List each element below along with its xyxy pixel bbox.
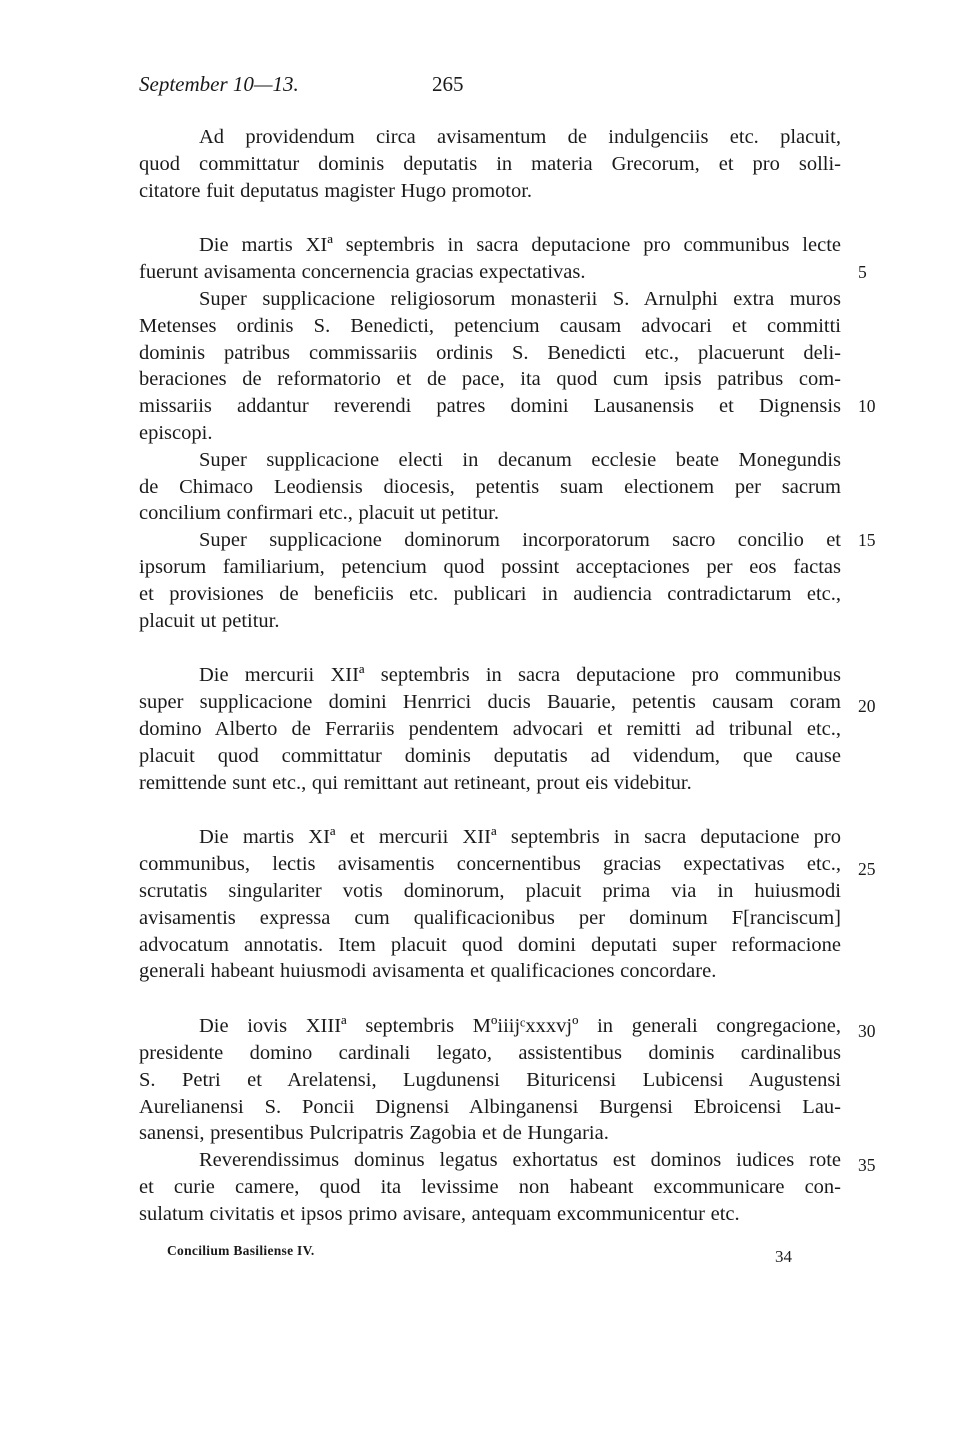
series-title: Concilium Basiliense IV. xyxy=(167,1243,315,1258)
body-text xyxy=(139,124,841,1227)
text-line: quod committatur dominis deputatis in materia Grecorum, et pro solli- xyxy=(139,152,841,175)
paragraph xyxy=(139,286,841,447)
paragraph xyxy=(139,1013,841,1147)
paragraph xyxy=(139,662,841,796)
text-line: episcopi. xyxy=(139,421,213,444)
page-footer xyxy=(167,1243,807,1267)
text-line: Aurelianensi S. Poncii Dignensi Albinganensi Burgensi Ebroicensi Lau- xyxy=(139,1095,841,1118)
text-line: generali habeant huiusmodi avisamenta et qualificaciones concordare. xyxy=(139,960,717,983)
paragraph xyxy=(139,527,841,634)
text-line: communibus, lectis avisamentis concernentibus gracias expectativas etc., xyxy=(139,853,841,876)
text-line: domino Alberto de Ferrariis pendentem advocari et remitti ad tribunal etc., xyxy=(139,717,841,740)
text-line: Die martis XIª septembris in sacra deputacione pro communibus lecte xyxy=(199,234,841,257)
text-line: citatore fuit deputatus magister Hugo promotor. xyxy=(139,179,533,202)
text-line: sanensi, presentibus Pulcripatris Zagobia et de Hungaria. xyxy=(139,1122,609,1145)
text-line: de Chimaco Leodiensis diocesis, petentis suam electionem per sacrum xyxy=(139,475,841,498)
text-line: dominis patribus commissariis ordinis S. Benedicti etc., placuerunt deli- xyxy=(139,341,841,364)
text-line: Metenses ordinis S. Benedicti, petencium causam advocari et committi xyxy=(139,314,841,337)
text-line: Super supplicacione electi in decanum ecclesie beate Monegundis xyxy=(199,448,841,471)
text-line: Die mercurii XIIª septembris in sacra deputacione pro communibus xyxy=(199,664,841,687)
paragraph xyxy=(139,1147,841,1227)
running-title: September 10—13. xyxy=(139,72,299,96)
text-line: sulatum civitatis et ipsos primo avisare, antequam excommunicentur etc. xyxy=(139,1202,740,1225)
text-line: Die iovis XIIIª septembris Mºiiijᶜxxxvjº in generali congregacione, xyxy=(199,1015,841,1038)
text-line: concilium confirmari etc., placuit ut petitur. xyxy=(139,502,499,525)
text-line: fuerunt avisamenta concernencia gracias expectativas. xyxy=(139,261,586,284)
margin-line-number: 5 xyxy=(858,262,867,282)
text-line: presidente domino cardinali legato, assistentibus dominis cardinalibus xyxy=(139,1041,841,1064)
text-line: remittende sunt etc., qui remittant aut retineant, prout eis videbitur. xyxy=(139,771,692,794)
text-line: Super supplicacione dominorum incorporatorum sacro concilio et xyxy=(199,529,841,552)
text-line: et provisiones de beneficiis etc. publicari in audiencia contradictarum etc., xyxy=(139,582,841,605)
margin-line-number: 35 xyxy=(858,1155,876,1175)
paragraph xyxy=(139,824,841,985)
text-line: Reverendissimus dominus legatus exhortatus est dominos iudices rote xyxy=(199,1149,841,1172)
text-line: missariis addantur reverendi patres domini Lausanensis et Dignensis xyxy=(139,395,841,418)
text-line: ipsorum familiarium, petencium quod possint acceptaciones per eos factas xyxy=(139,555,841,578)
margin-line-number: 30 xyxy=(858,1021,876,1041)
text-line: beraciones de reformatorio et de pace, ita quod cum ipsis patribus com- xyxy=(139,368,841,391)
running-head xyxy=(139,72,839,102)
text-line: Ad providendum circa avisamentum de indulgenciis etc. placuit, xyxy=(199,126,841,148)
paragraph xyxy=(139,124,841,204)
text-line: placuit ut petitur. xyxy=(139,609,280,632)
page-number: 265 xyxy=(432,72,464,96)
margin-line-number: 20 xyxy=(858,696,876,716)
text-line: scrutatis singulariter votis dominorum, placuit prima via in huiusmodi xyxy=(139,879,841,902)
paragraph xyxy=(139,232,841,286)
margin-line-number: 15 xyxy=(858,530,876,550)
text-line: advocatum annotatis. Item placuit quod domini deputati super reformacione xyxy=(139,933,841,956)
text-line: et curie camere, quod ita levissime non habeant excommunicare con- xyxy=(139,1175,841,1198)
text-line: S. Petri et Arelatensi, Lugdunensi Bituricensi Lubicensi Augustensi xyxy=(139,1068,841,1091)
text-line: super supplicacione domini Henrrici ducis Bauarie, petentis causam coram xyxy=(139,691,841,714)
paragraph xyxy=(139,447,841,527)
text-line: avisamentis expressa cum qualificacionibus per dominum F[ranciscum] xyxy=(139,906,841,929)
text-line: Super supplicacione religiosorum monasterii S. Arnulphi extra muros xyxy=(199,287,841,310)
margin-line-number: 10 xyxy=(858,396,876,416)
text-line: Die martis XIª et mercurii XIIª septembris in sacra deputacione pro xyxy=(199,826,841,849)
text-line: placuit quod committatur dominis deputatis ad videndum, que cause xyxy=(139,744,841,767)
margin-line-number: 25 xyxy=(858,859,876,879)
signature-mark: 34 xyxy=(775,1247,792,1266)
